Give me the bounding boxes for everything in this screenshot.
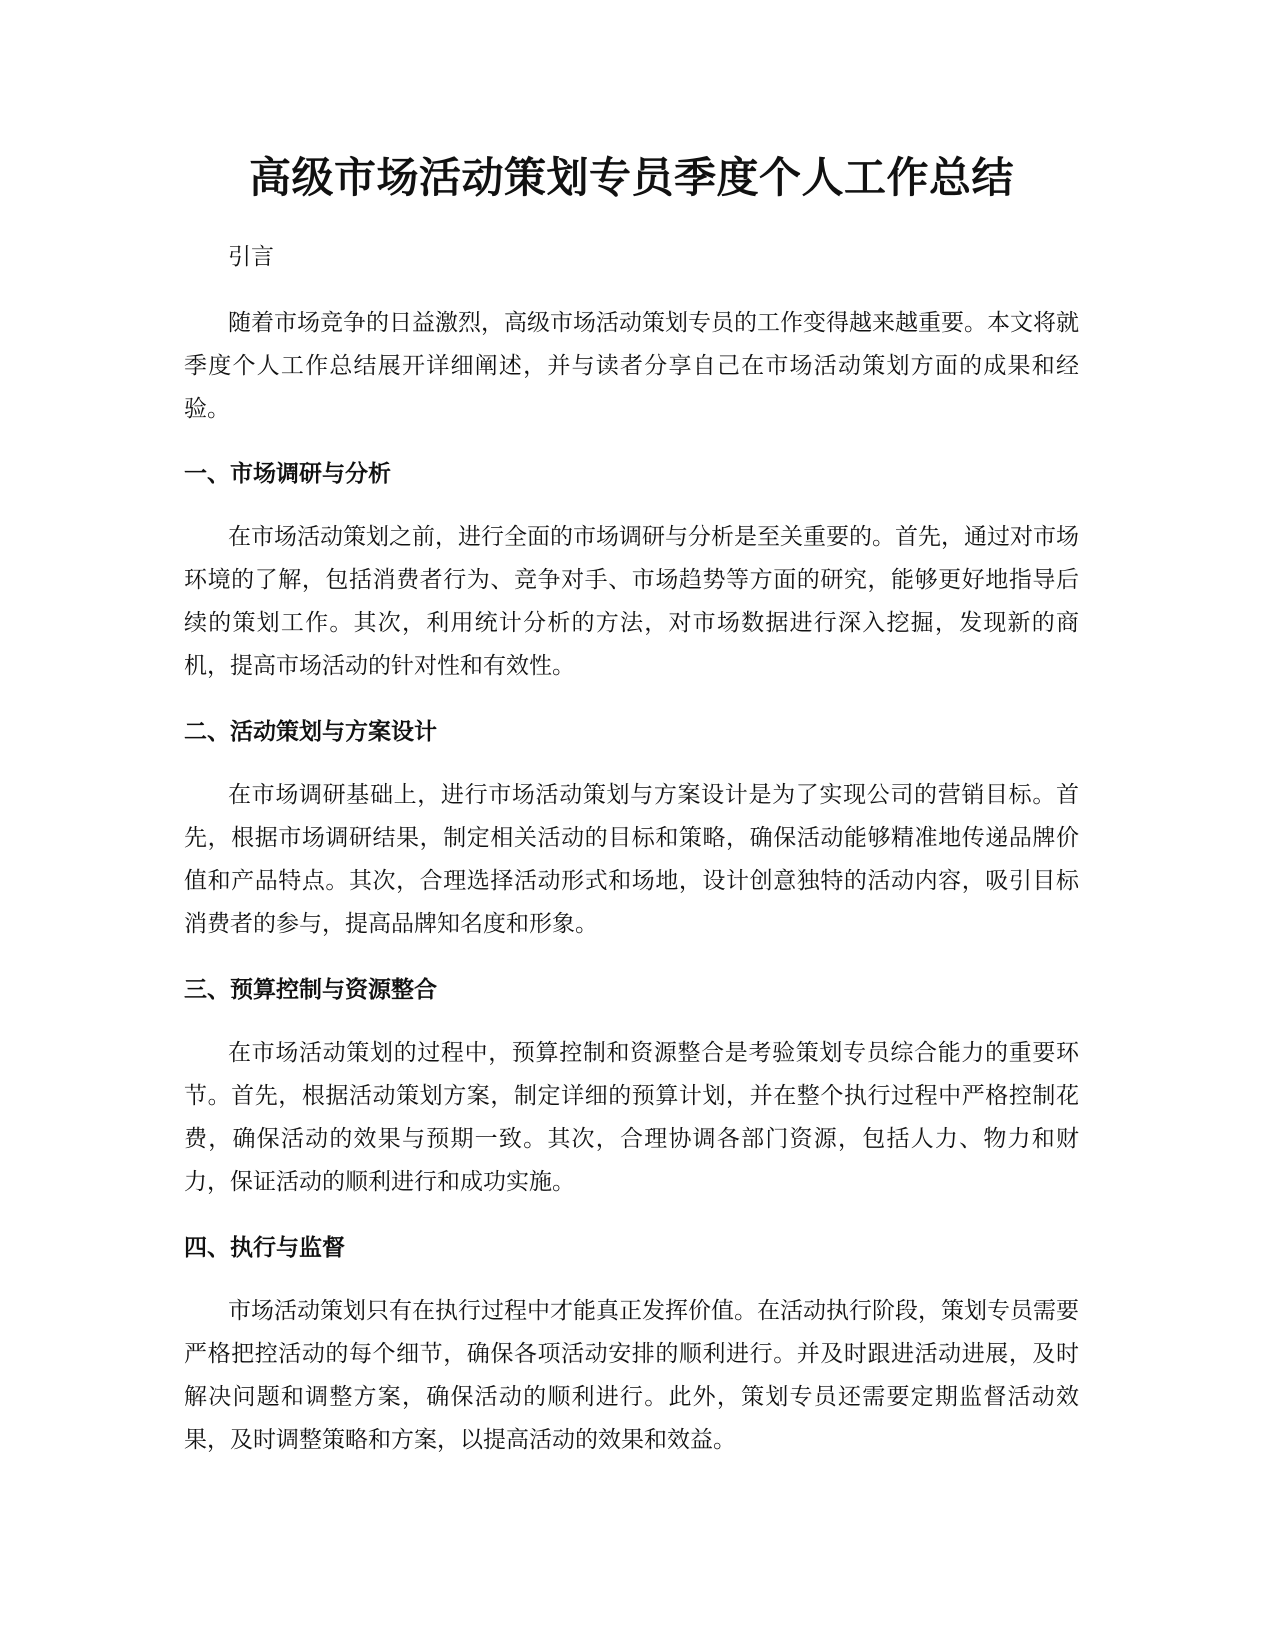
document-page — [184, 0, 1079, 1650]
section-body-market-research: 在市场活动策划之前，进行全面的市场调研与分析是至关重要的。首先，通过对市场环境的了解，包括消费者行为、竞争对手、市场趋势等方面的研究，能够更好地指导后续的策划工作。其次，利用统计分析的方法，对市场数据进行深入挖掘，发现新的商机，提高市场活动的针对性和有效性。 — [184, 524, 1079, 679]
intro-paragraph: 随着市场竞争的日益激烈，高级市场活动策划专员的工作变得越来越重要。本文将就季度个人工作总结展开详细阐述，并与读者分享自己在市场活动策划方面的成果和经验。 — [184, 310, 1079, 422]
section-body-execution: 市场活动策划只有在执行过程中才能真正发挥价值。在活动执行阶段，策划专员需要严格把控活动的每个细节，确保各项活动安排的顺利进行。并及时跟进活动进展，及时解决问题和调整方案，确保活动的顺利进行。此外，策划专员还需要定期监督活动效果，及时调整策略和方案，以提高活动的效果和效益。 — [184, 1298, 1079, 1453]
intro-label: 引言 — [228, 244, 274, 270]
section-heading-event-planning: 二、活动策划与方案设计 — [184, 719, 437, 745]
section-heading-market-research: 一、市场调研与分析 — [184, 461, 391, 487]
section-heading-budget-control: 三、预算控制与资源整合 — [184, 977, 437, 1003]
section-heading-execution: 四、执行与监督 — [184, 1235, 345, 1261]
document-title: 高级市场活动策划专员季度个人工作总结 — [248, 153, 1014, 202]
section-body-event-planning: 在市场调研基础上，进行市场活动策划与方案设计是为了实现公司的营销目标。首先，根据市场调研结果，制定相关活动的目标和策略，确保活动能够精准地传递品牌价值和产品特点。其次，合理选择活动形式和场地，设计创意独特的活动内容，吸引目标消费者的参与，提高品牌知名度和形象。 — [184, 782, 1079, 937]
section-body-budget-control: 在市场活动策划的过程中，预算控制和资源整合是考验策划专员综合能力的重要环节。首先，根据活动策划方案，制定详细的预算计划，并在整个执行过程中严格控制花费，确保活动的效果与预期一致。其次，合理协调各部门资源，包括人力、物力和财力，保证活动的顺利进行和成功实施。 — [184, 1040, 1079, 1195]
